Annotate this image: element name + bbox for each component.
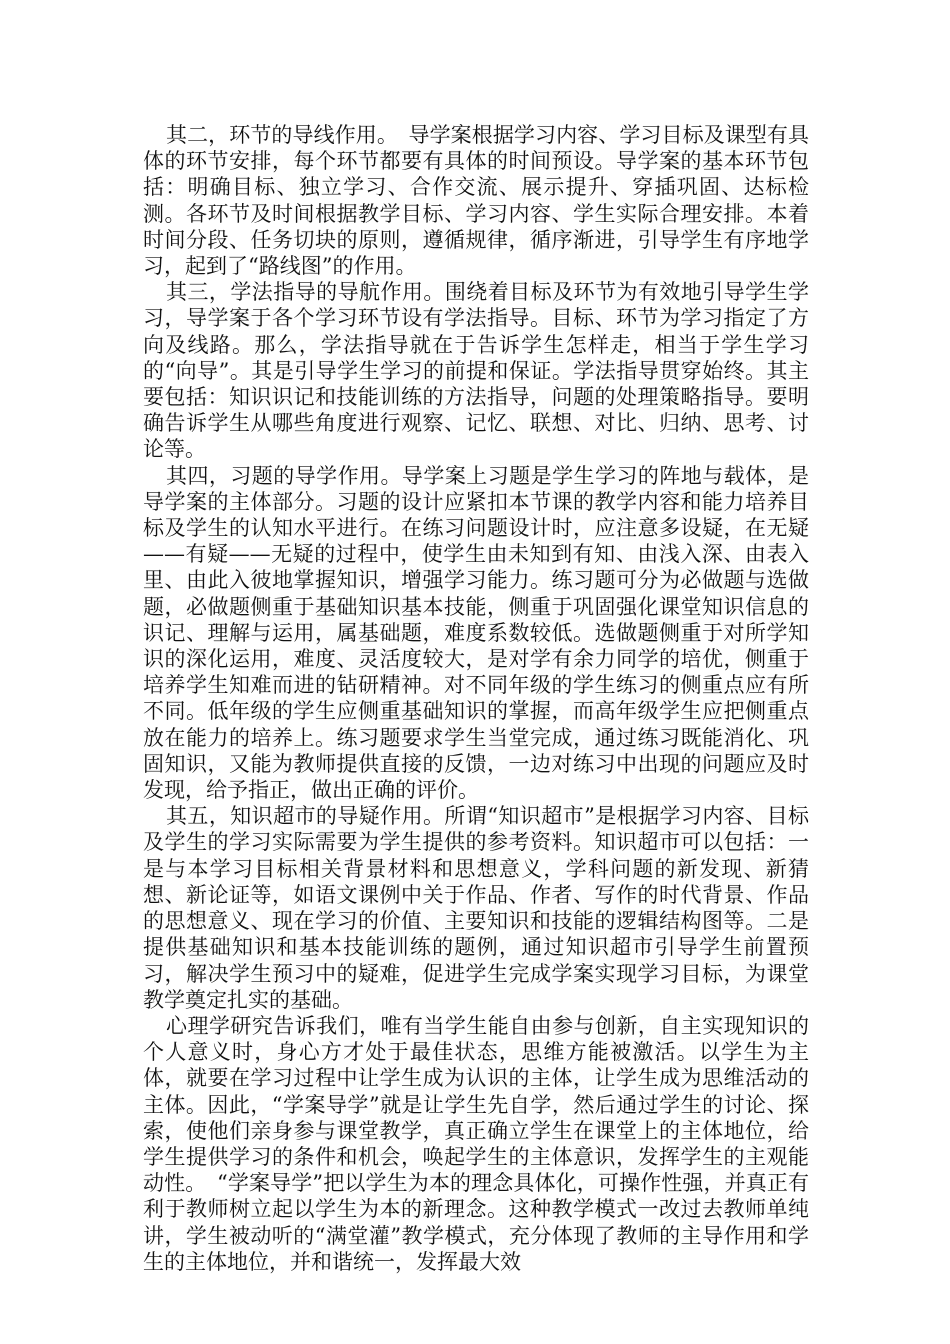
document-body: [143, 122, 809, 1275]
paragraph-4-exercise-role: 其四，习题的导学作用。导学案上习题是学生学习的阵地与载体，是导学案的主体部分。习题的设计应紧扣本节课的教学内容和能力培养目标及学生的认知水平进行。在练习问题设计时，应注意多设疑，在无疑——有疑——无疑的过程中，使学生由未知到有知、由浅入深、由表入里、由此入彼地掌握知识，增强学习能力。练习题可分为必做题与选做题，必做题侧重于基础知识基本技能，侧重于巩固强化课堂知识信息的识记、理解与运用，属基础题，难度系数较低。选做题侧重于对所学知识的深化运用，难度、灵活度较大，是对学有余力同学的培优，侧重于培养学生知难而进的钻研精神。对不同年级的学生练习的侧重点应有所不同。低年级的学生应侧重基础知识的掌握，而高年级学生应把侧重点放在能力的培养上。练习题要求学生当堂完成，通过练习既能消化、巩固知识，又能为教师提供直接的反馈，一边对练习中出现的问题应及时发现，给予指正，做出正确的评价。: [143, 463, 809, 803]
paragraph-5-knowledge-supermarket-role: 其五，知识超市的导疑作用。所谓“知识超市”是根据学习内容、目标及学生的学习实际需要为学生提供的参考资料。知识超市可以包括：一是与本学习目标相关背景材料和思想意义，学科问题的新发现、新猜想、新论证等，如语文课例中关于作品、作者、写作的时代背景、作品的思想意义、现在学习的价值、主要知识和技能的逻辑结构图等。二是提供基础知识和基本技能训练的题例，通过知识超市引导学生前置预习，解决学生预习中的疑难，促进学生完成学案实现学习目标，为课堂教学奠定扎实的基础。: [143, 804, 809, 1012]
paragraph-2-guideline-role: 其二，环节的导线作用。 导学案根据学习内容、学习目标及课型有具体的环节安排，每个环节都要有具体的时间预设。导学案的基本环节包括：明确目标、独立学习、合作交流、展示提升、穿插巩固、达标检测。各环节及时间根据教学目标、学习内容、学生实际合理安排。本着时间分段、任务切块的原则，遵循规律，循序渐进，引导学生有序地学习，起到了“路线图”的作用。: [143, 123, 809, 279]
paragraph-3-study-method-role: 其三，学法指导的导航作用。围绕着目标及环节为有效地引导学生学习，导学案于各个学习环节设有学法指导。目标、环节为学习指定了方向及线路。那么，学法指导就在于告诉学生怎样走，相当于学生学习的“向导”。其是引导学生学习的前提和保证。学法指导贯穿始终。其主要包括：知识识记和技能训练的方法指导，问题的处理策略指导。要明确告诉学生从哪些角度进行观察、记忆、联想、对比、归纳、思考、讨论等。: [143, 280, 809, 462]
paragraph-psychology-research: 心理学研究告诉我们，唯有当学生能自由参与创新，自主实现知识的个人意义时，身心方才处于最佳状态，思维方能被激活。以学生为主体，就要在学习过程中让学生成为认识的主体，让学生成为思维活动的主体。因此，“学案导学”就是让学生先自学，然后通过学生的讨论、探索，使他们亲身参与课堂教学，真正确立学生在课堂上的主体地位，给学生提供学习的条件和机会，唤起学生的主体意识，发挥学生的主观能动性。 “学案导学”把以学生为本的理念具体化，可操作性强，并真正有利于教师树立起以学生为本的新理念。这种教学模式一改过去教师单纯讲，学生被动听的“满堂灌”教学模式，充分体现了教师的主导作用和学生的主体地位，并和谐统一，发挥最大效: [143, 1013, 809, 1274]
